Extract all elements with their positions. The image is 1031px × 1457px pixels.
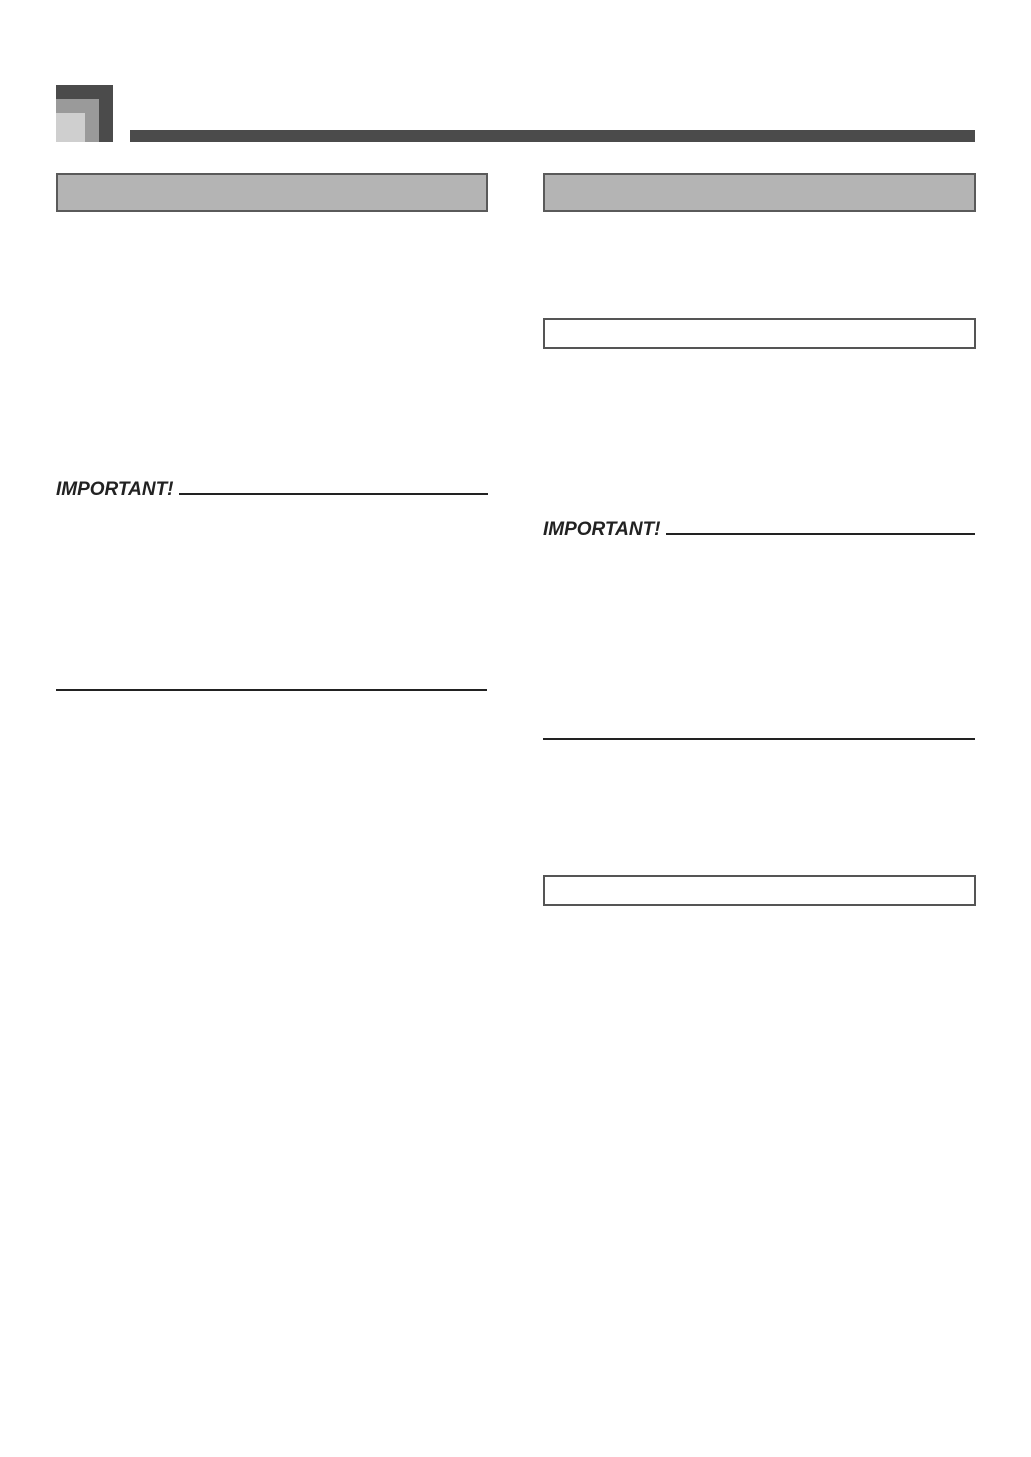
right-closing-rule — [543, 738, 975, 740]
header-bar — [130, 130, 975, 142]
left-important-label: IMPORTANT! — [56, 479, 174, 500]
right-step-box-1 — [543, 318, 976, 349]
right-important-header — [543, 517, 975, 541]
header-logo-icon — [56, 85, 113, 142]
right-section-header — [543, 173, 976, 212]
left-closing-rule — [56, 689, 487, 691]
logo-square-light — [56, 113, 85, 142]
left-section-title — [58, 175, 486, 191]
left-important-header — [56, 477, 488, 501]
right-important-rule — [666, 533, 975, 535]
left-section-header — [56, 173, 488, 212]
right-important-label: IMPORTANT! — [543, 519, 661, 540]
right-step-box-2 — [543, 875, 976, 906]
right-section-title — [545, 175, 974, 191]
left-important-rule — [179, 493, 488, 495]
